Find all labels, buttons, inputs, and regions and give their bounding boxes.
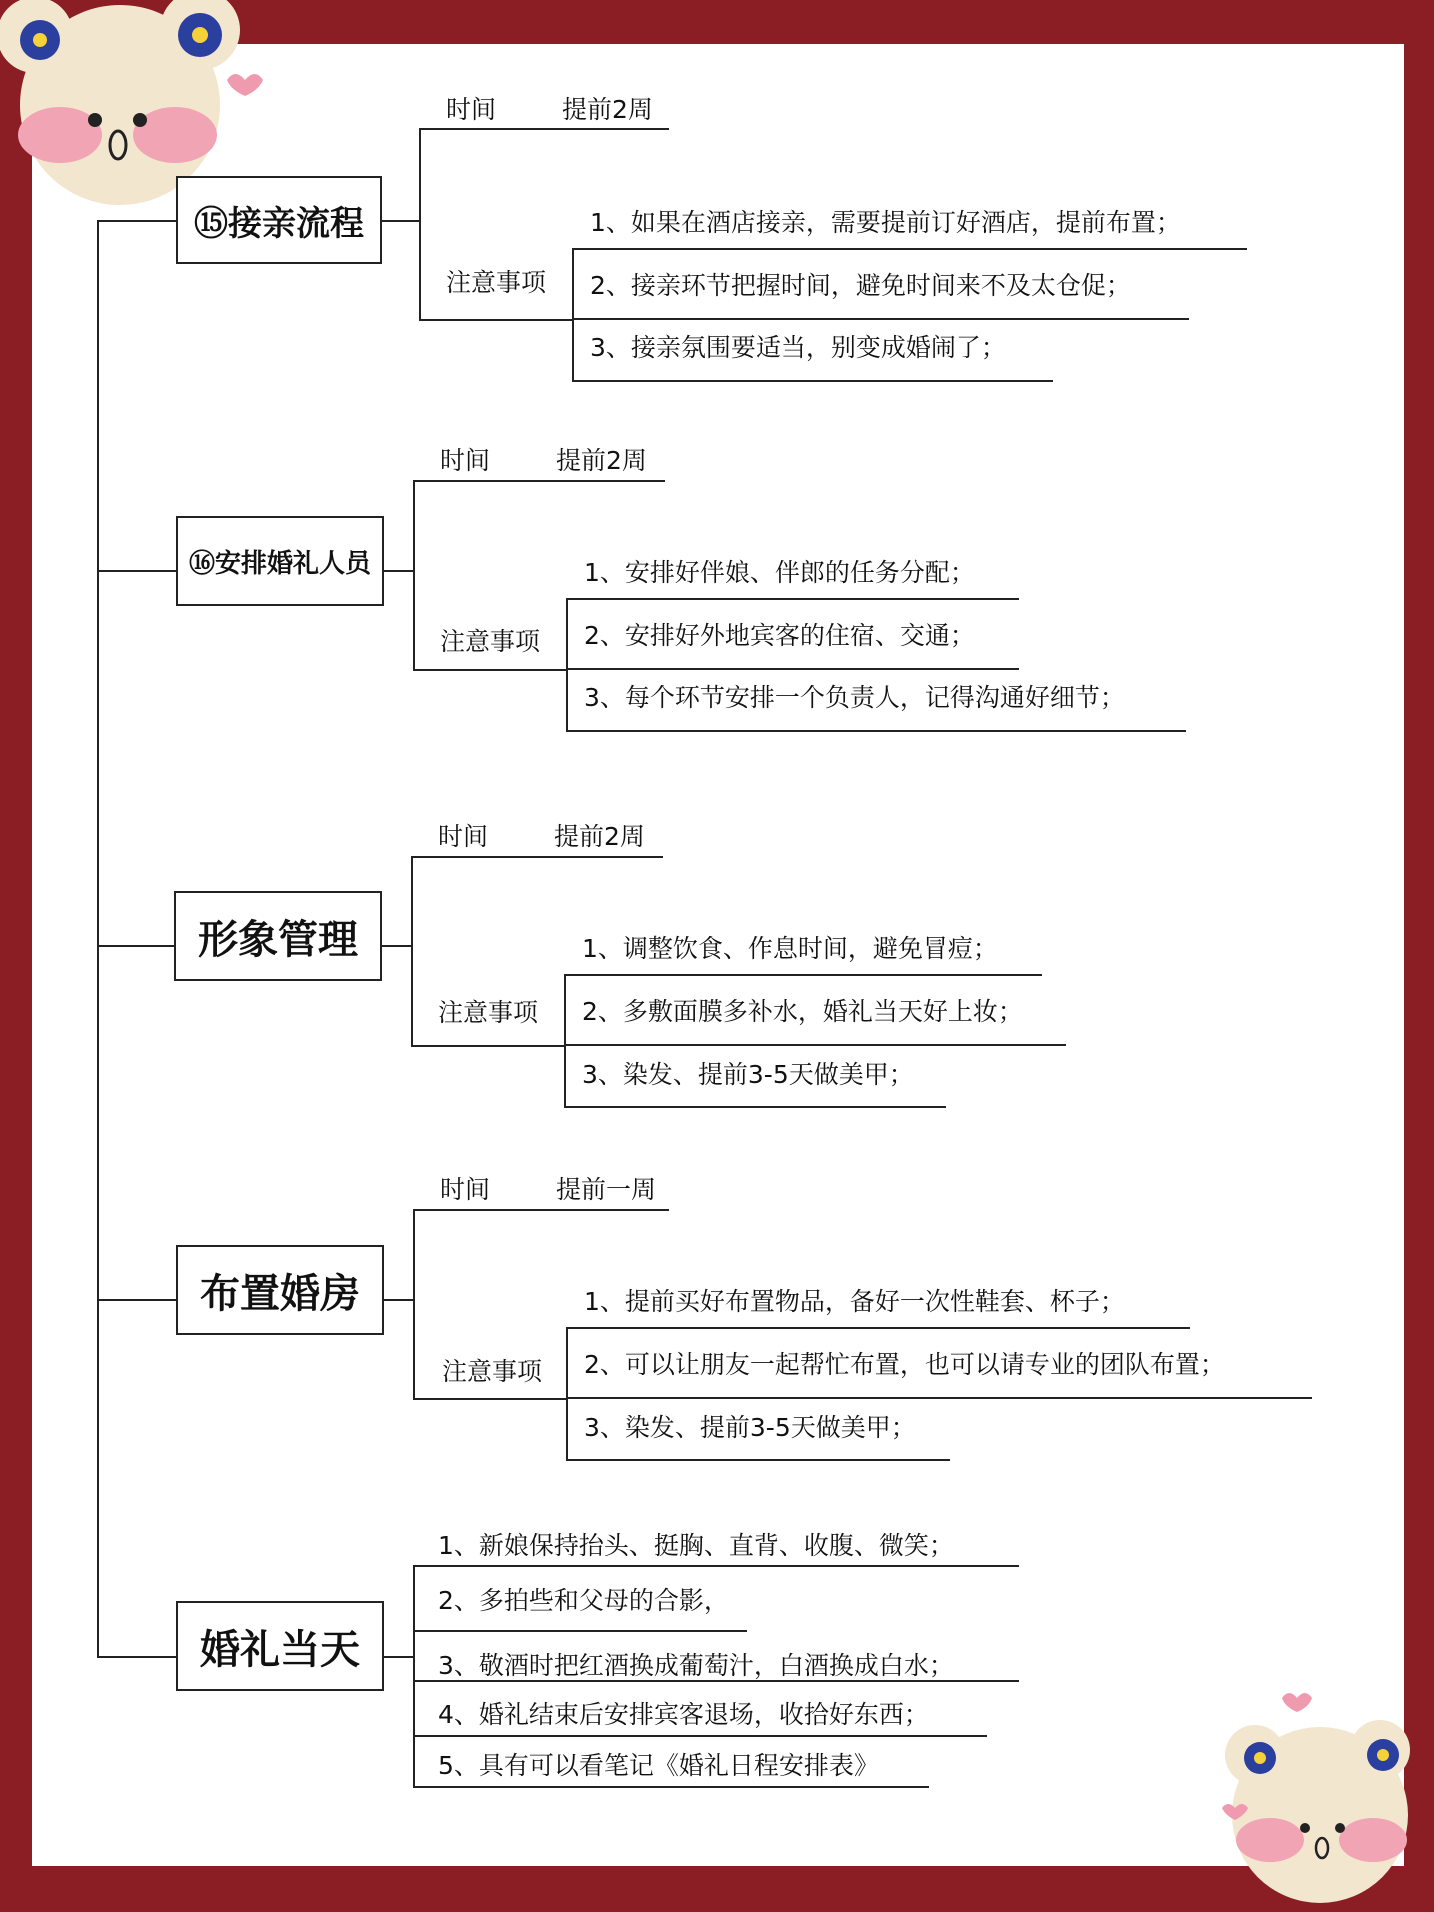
section5-item2-line [413, 1630, 747, 1632]
section4-branch-v [413, 1209, 415, 1399]
section1-notes-line [419, 319, 573, 321]
section2-note-3: 3、每个环节安排一个负责人，记得沟通好细节； [584, 683, 1125, 712]
section5-item-3: 3、敬酒时把红酒换成葡萄汁，白酒换成白水； [438, 1651, 954, 1680]
section3-title-box [174, 891, 382, 981]
section4-notes-v [566, 1327, 568, 1461]
section4-note3-line [566, 1459, 950, 1461]
section1-title: ⑮接亲流程 [194, 203, 364, 244]
section2-notes-line [413, 669, 567, 671]
section4-title: 布置婚房 [200, 1270, 360, 1317]
section4-note2-line [566, 1397, 1312, 1399]
section3-time-value: 提前2周 [554, 822, 645, 851]
section4-note-1: 1、提前买好布置物品，备好一次性鞋套、杯子； [584, 1287, 1125, 1316]
section3-note1-line [564, 974, 1042, 976]
section3-note3-line [564, 1106, 946, 1108]
section3-note-1: 1、调整饮食、作息时间，避免冒痘； [582, 934, 998, 963]
section1-time-value: 提前2周 [562, 95, 653, 124]
section1-title-box [176, 176, 382, 264]
section4-title-box [176, 1245, 384, 1335]
section1-notes-v [572, 248, 574, 382]
section1-branch-h [382, 220, 420, 222]
section2-note3-line [566, 730, 1186, 732]
section4-notes-line [413, 1398, 567, 1400]
section2-connector [97, 570, 177, 572]
section2-notes-label: 注意事项 [440, 627, 541, 656]
section3-notes-v [564, 974, 566, 1108]
section1-note-1: 1、如果在酒店接亲，需要提前订好酒店，提前布置； [590, 208, 1181, 237]
section3-time-label: 时间 [438, 822, 489, 851]
section3-time-line [411, 856, 663, 858]
section5-item1-line [413, 1565, 1019, 1567]
section4-time-label: 时间 [440, 1175, 491, 1204]
section5-item-5: 5、具有可以看笔记《婚礼日程安排表》 [438, 1751, 879, 1780]
section1-branch-v [419, 128, 421, 320]
section4-note-3: 3、染发、提前3-5天做美甲； [584, 1413, 916, 1442]
section1-note-2: 2、接亲环节把握时间，避免时间来不及太仓促； [590, 271, 1131, 300]
section1-notes-label: 注意事项 [446, 268, 547, 297]
section4-time-value: 提前一周 [556, 1175, 657, 1204]
section1-connector [97, 220, 177, 222]
section2-note-2: 2、安排好外地宾客的住宿、交通； [584, 621, 975, 650]
section3-connector [97, 945, 175, 947]
section3-note-3: 3、染发、提前3-5天做美甲； [582, 1060, 914, 1089]
section5-branch-v [413, 1565, 415, 1787]
section1-note1-line [572, 248, 1247, 250]
section4-connector [97, 1299, 177, 1301]
section1-time-label: 时间 [446, 95, 497, 124]
section2-note1-line [566, 598, 1019, 600]
section5-branch-h [384, 1656, 414, 1658]
section3-note-2: 2、多敷面膜多补水，婚礼当天好上妆； [582, 997, 1023, 1026]
section5-item-4: 4、婚礼结束后安排宾客退场，收拾好东西； [438, 1700, 929, 1729]
section5-title: 婚礼当天 [200, 1626, 360, 1673]
section4-notes-label: 注意事项 [442, 1357, 543, 1386]
section5-item5-line [413, 1786, 929, 1788]
section5-connector [97, 1656, 177, 1658]
section4-note-2: 2、可以让朋友一起帮忙布置，也可以请专业的团队布置； [584, 1350, 1225, 1379]
section2-notes-v [566, 598, 568, 732]
section2-time-value: 提前2周 [556, 446, 647, 475]
section3-title: 形象管理 [198, 916, 358, 963]
section2-branch-h [384, 570, 414, 572]
section3-branch-v [411, 856, 413, 1046]
section2-branch-v [413, 480, 415, 670]
section5-item4-line [413, 1735, 987, 1737]
section5-item-2: 2、多拍些和父母的合影， [438, 1586, 729, 1615]
section3-notes-line [411, 1045, 565, 1047]
section5-item-1: 1、新娘保持抬头、挺胸、直背、收腹、微笑； [438, 1531, 954, 1560]
section4-time-line [413, 1209, 669, 1211]
section2-note2-line [566, 668, 1019, 670]
section1-note3-line [572, 380, 1053, 382]
section2-title-box [176, 516, 384, 606]
trunk-line [97, 221, 99, 1658]
section2-time-line [413, 480, 665, 482]
section1-note-3: 3、接亲氛围要适当，别变成婚闹了； [590, 333, 1006, 362]
section1-note2-line [572, 318, 1189, 320]
section3-notes-label: 注意事项 [438, 998, 539, 1027]
section5-title-box [176, 1601, 384, 1691]
section3-note2-line [564, 1044, 1066, 1046]
section1-time-line [419, 128, 669, 130]
section2-time-label: 时间 [440, 446, 491, 475]
section3-branch-h [382, 945, 412, 947]
section4-note1-line [566, 1327, 1190, 1329]
pig-sticker-icon-bottom-right [1205, 1680, 1434, 1912]
section2-title: ⑯安排婚礼人员 [188, 548, 371, 579]
section4-branch-h [384, 1299, 414, 1301]
section2-note-1: 1、安排好伴娘、伴郎的任务分配； [584, 558, 975, 587]
